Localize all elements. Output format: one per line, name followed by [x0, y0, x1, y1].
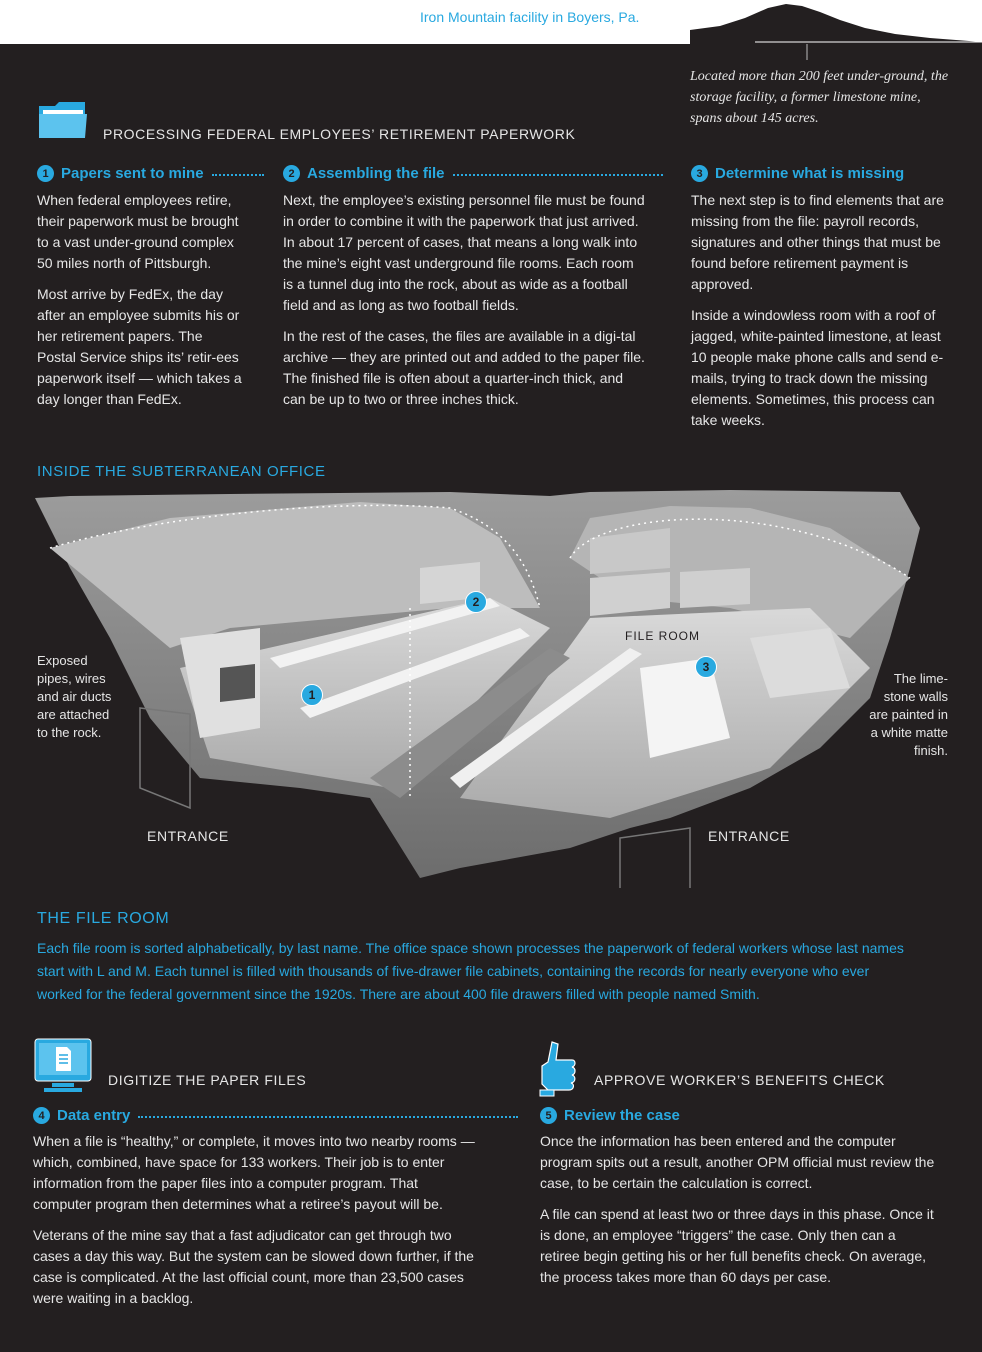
step-5-body: [540, 1131, 935, 1298]
marker-3: 3: [695, 656, 717, 678]
step-1-title: Papers sent to mine: [61, 165, 204, 182]
step-4-title: Data entry: [57, 1107, 131, 1124]
step-3-body: [691, 190, 947, 441]
section-approve-title: APPROVE WORKER’S BENEFITS CHECK: [594, 1072, 885, 1088]
step-2-paragraph: Next, the employee’s existing personnel file must be found in order to combine it with the paperwork that just arrived. In about 17 percent of cases, that means a long walk into the mine’s eight vast underground file rooms. Each room is a tunnel dug into the rock, about as wide as a football field and as long as two football fields.: [283, 192, 645, 313]
dotted-rule: [212, 174, 264, 176]
file-room-title: THE FILE ROOM: [37, 910, 170, 927]
dotted-rule: [138, 1116, 518, 1118]
step-1-body: [37, 190, 242, 420]
file-room-label: FILE ROOM: [625, 629, 701, 643]
section-processing-title: PROCESSING FEDERAL EMPLOYEES’ RETIREMENT PAPERWORK: [103, 126, 576, 142]
office-title: INSIDE THE SUBTERRANEAN OFFICE: [37, 463, 326, 480]
dotted-rule: [453, 174, 663, 176]
step-1-number: 1: [37, 165, 54, 182]
step-3-title: Determine what is missing: [715, 165, 905, 182]
step-3-paragraph: The next step is to find elements that are missing from the file: payroll records, signatures and other things that must be found before retirement payment is approved.: [691, 192, 944, 292]
section-digitize-title: DIGITIZE THE PAPER FILES: [108, 1072, 307, 1088]
step-3-number: 3: [691, 165, 708, 182]
step-1-paragraph: When federal employees retire, their paperwork must be brought to a vast under-ground complex 50 miles north of Pittsburgh.: [37, 192, 239, 271]
file-room-text: Each file room is sorted alphabetically, by last name. The office space shown processes the paperwork of federal workers whose last names start with L and M. Each tunnel is filled with thousands of five-drawer file cabinets, containing the records for nearly everyone who ever worked for the federal government since the 1920s. There are about 400 file drawers filled with people named Smith.: [37, 940, 904, 1002]
step-4-paragraph: When a file is “healthy,” or complete, it moves into two nearby rooms — which, combined, have space for 133 workers. Their job is to enter information from the paper files into a computer program. That computer program then determines what a retiree’s payout will be.: [33, 1133, 475, 1212]
facility-label: Iron Mountain facility in Boyers, Pa.: [420, 9, 640, 25]
entrance-left-label: ENTRANCE: [147, 828, 229, 844]
intro-text: Located more than 200 feet under-ground, the storage facility, a former limestone mine, spans about 145 acres.: [690, 69, 949, 126]
step-5-paragraph: Once the information has been entered and the computer program spits out a result, another OPM official must review the case, to be certain the calculation is correct.: [540, 1133, 935, 1191]
marker-1: 1: [301, 684, 323, 706]
step-4-body: [33, 1131, 478, 1319]
step-5-heading: [540, 1107, 680, 1124]
step-2-heading: [283, 165, 663, 182]
step-5-paragraph: A file can spend at least two or three days in this phase. Once it is done, an employee “triggers” the case. Only then can a retiree begin getting his or her full benefits check. On average, the process takes more than 60 days per case.: [540, 1206, 934, 1285]
step-1-heading: [37, 165, 264, 182]
thumbs-up-icon: [538, 1040, 578, 1103]
computer-document-icon: [34, 1038, 92, 1099]
step-4-heading: [33, 1107, 518, 1124]
folder-icon: [37, 100, 89, 145]
step-2-title: Assembling the file: [307, 165, 445, 182]
step-4-paragraph: Veterans of the mine say that a fast adjudicator can get through two cases a day this way. But the system can be slowed down further, if the case is complicated. At the last official count, more than 23,500 cases were waiting in a backlog.: [33, 1227, 474, 1306]
right-note: The lime-stone walls are painted in a white matte finish.: [869, 671, 948, 758]
step-2-paragraph: In the rest of the cases, the files are available in a digi-tal archive — they are printed out and added to the paper file. The finished file is often about a quarter-inch thick, and can be up to two or three inches thick.: [283, 328, 645, 407]
left-note: Exposed pipes, wires and air ducts are attached to the rock.: [37, 653, 112, 740]
entrance-right-label: ENTRANCE: [708, 828, 790, 844]
step-2-number: 2: [283, 165, 300, 182]
step-3-paragraph: Inside a windowless room with a roof of jagged, white-painted limestone, at least 10 people make phone calls and send e-mails, trying to track down the missing elements. Sometimes, this process can take weeks.: [691, 307, 944, 428]
marker-2: 2: [465, 591, 487, 613]
step-4-number: 4: [33, 1107, 50, 1124]
step-2-body: [283, 190, 645, 420]
step-3-heading: [691, 165, 904, 182]
step-5-title: Review the case: [564, 1107, 680, 1124]
mountain-silhouette: [690, 0, 982, 62]
step-5-number: 5: [540, 1107, 557, 1124]
step-1-paragraph: Most arrive by FedEx, the day after an employee submits his or her retirement papers. The Postal Service ships its’ retir-ees paperwork itself — which takes a day longer than FedEx.: [37, 286, 242, 407]
